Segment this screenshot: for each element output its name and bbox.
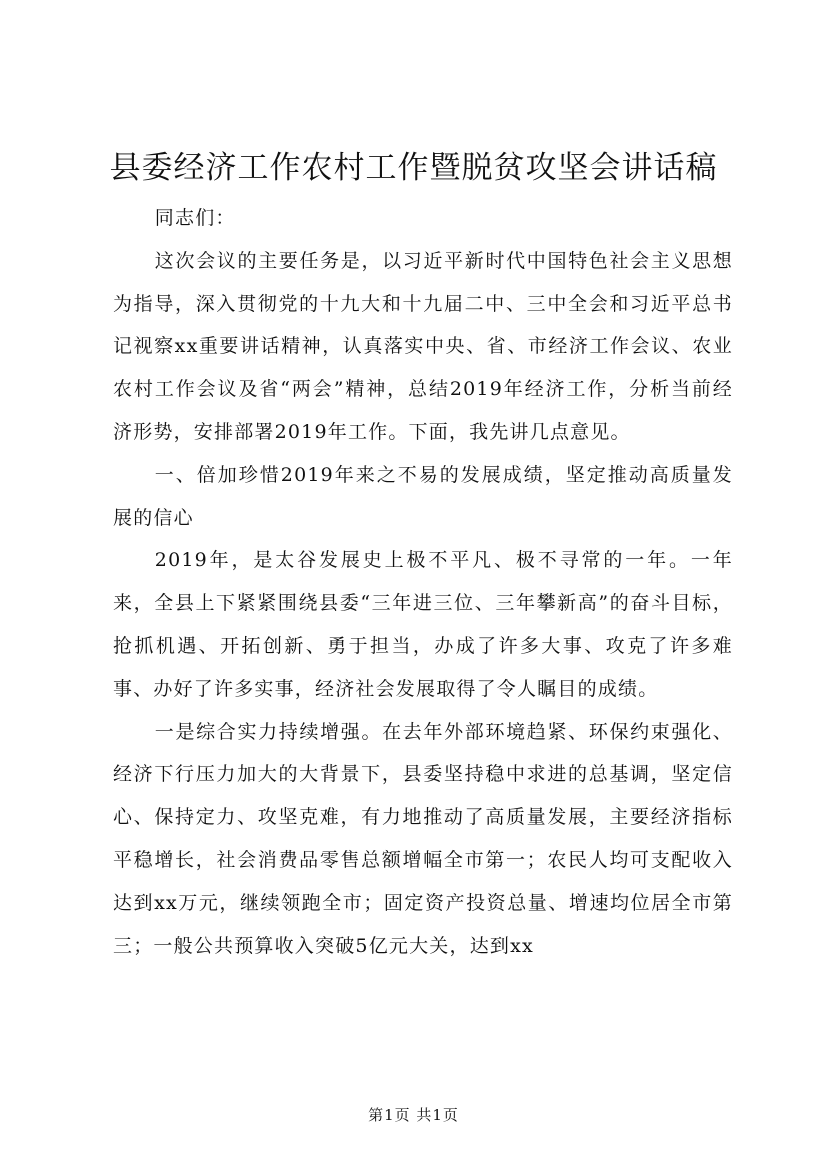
paragraph-economic-strength: 一是综合实力持续增强。在去年外部环境趋紧、环保约束强化、经济下行压力加大的大背景下，县委坚持稳中求进的总基调，坚定信心、保持定力、攻坚克难，有力地推动了高质量发展，主要经济指标平稳增长，社会消费品零售总额增幅全市第一；农民人均可支配收入达到xx万元，继续领跑全市；固定资产投资总量、增速均位居全市第三；一般公共预算收入突破5亿元大关，达到xx [113, 720, 733, 957]
document-body [113, 197, 733, 967]
page-footer: 第1页 共1页 [368, 1106, 459, 1124]
paragraph-2019-review: 2019年，是太谷发展史上极不平凡、极不寻常的一年。一年来，全县上下紧紧围绕县委“三年进三位、三年攀新高”的奋斗目标，抢抓机遇、开拓创新、勇于担当，办成了许多大事、攻克了许多难事、办好了许多实事，经济社会发展取得了令人瞩目的成绩。 [113, 549, 733, 700]
paragraph-intro: 这次会议的主要任务是，以习近平新时代中国特色社会主义思想为指导，深入贯彻党的十九大和十九届二中、三中全会和习近平总书记视察xx重要讲话精神，认真落实中央、省、市经济工作会议、农业农村工作会议及省“两会”精神，总结2019年经济工作，分析当前经济形势，安排部署2019年工作。下面，我先讲几点意见。 [113, 249, 733, 443]
document-title: 县委经济工作农村工作暨脱贫攻坚会讲话稿 [109, 150, 718, 186]
section-heading-1: 一、倍加珍惜2019年来之不易的发展成绩，坚定推动高质量发展的信心 [113, 463, 733, 529]
salutation: 同志们： [154, 207, 236, 229]
